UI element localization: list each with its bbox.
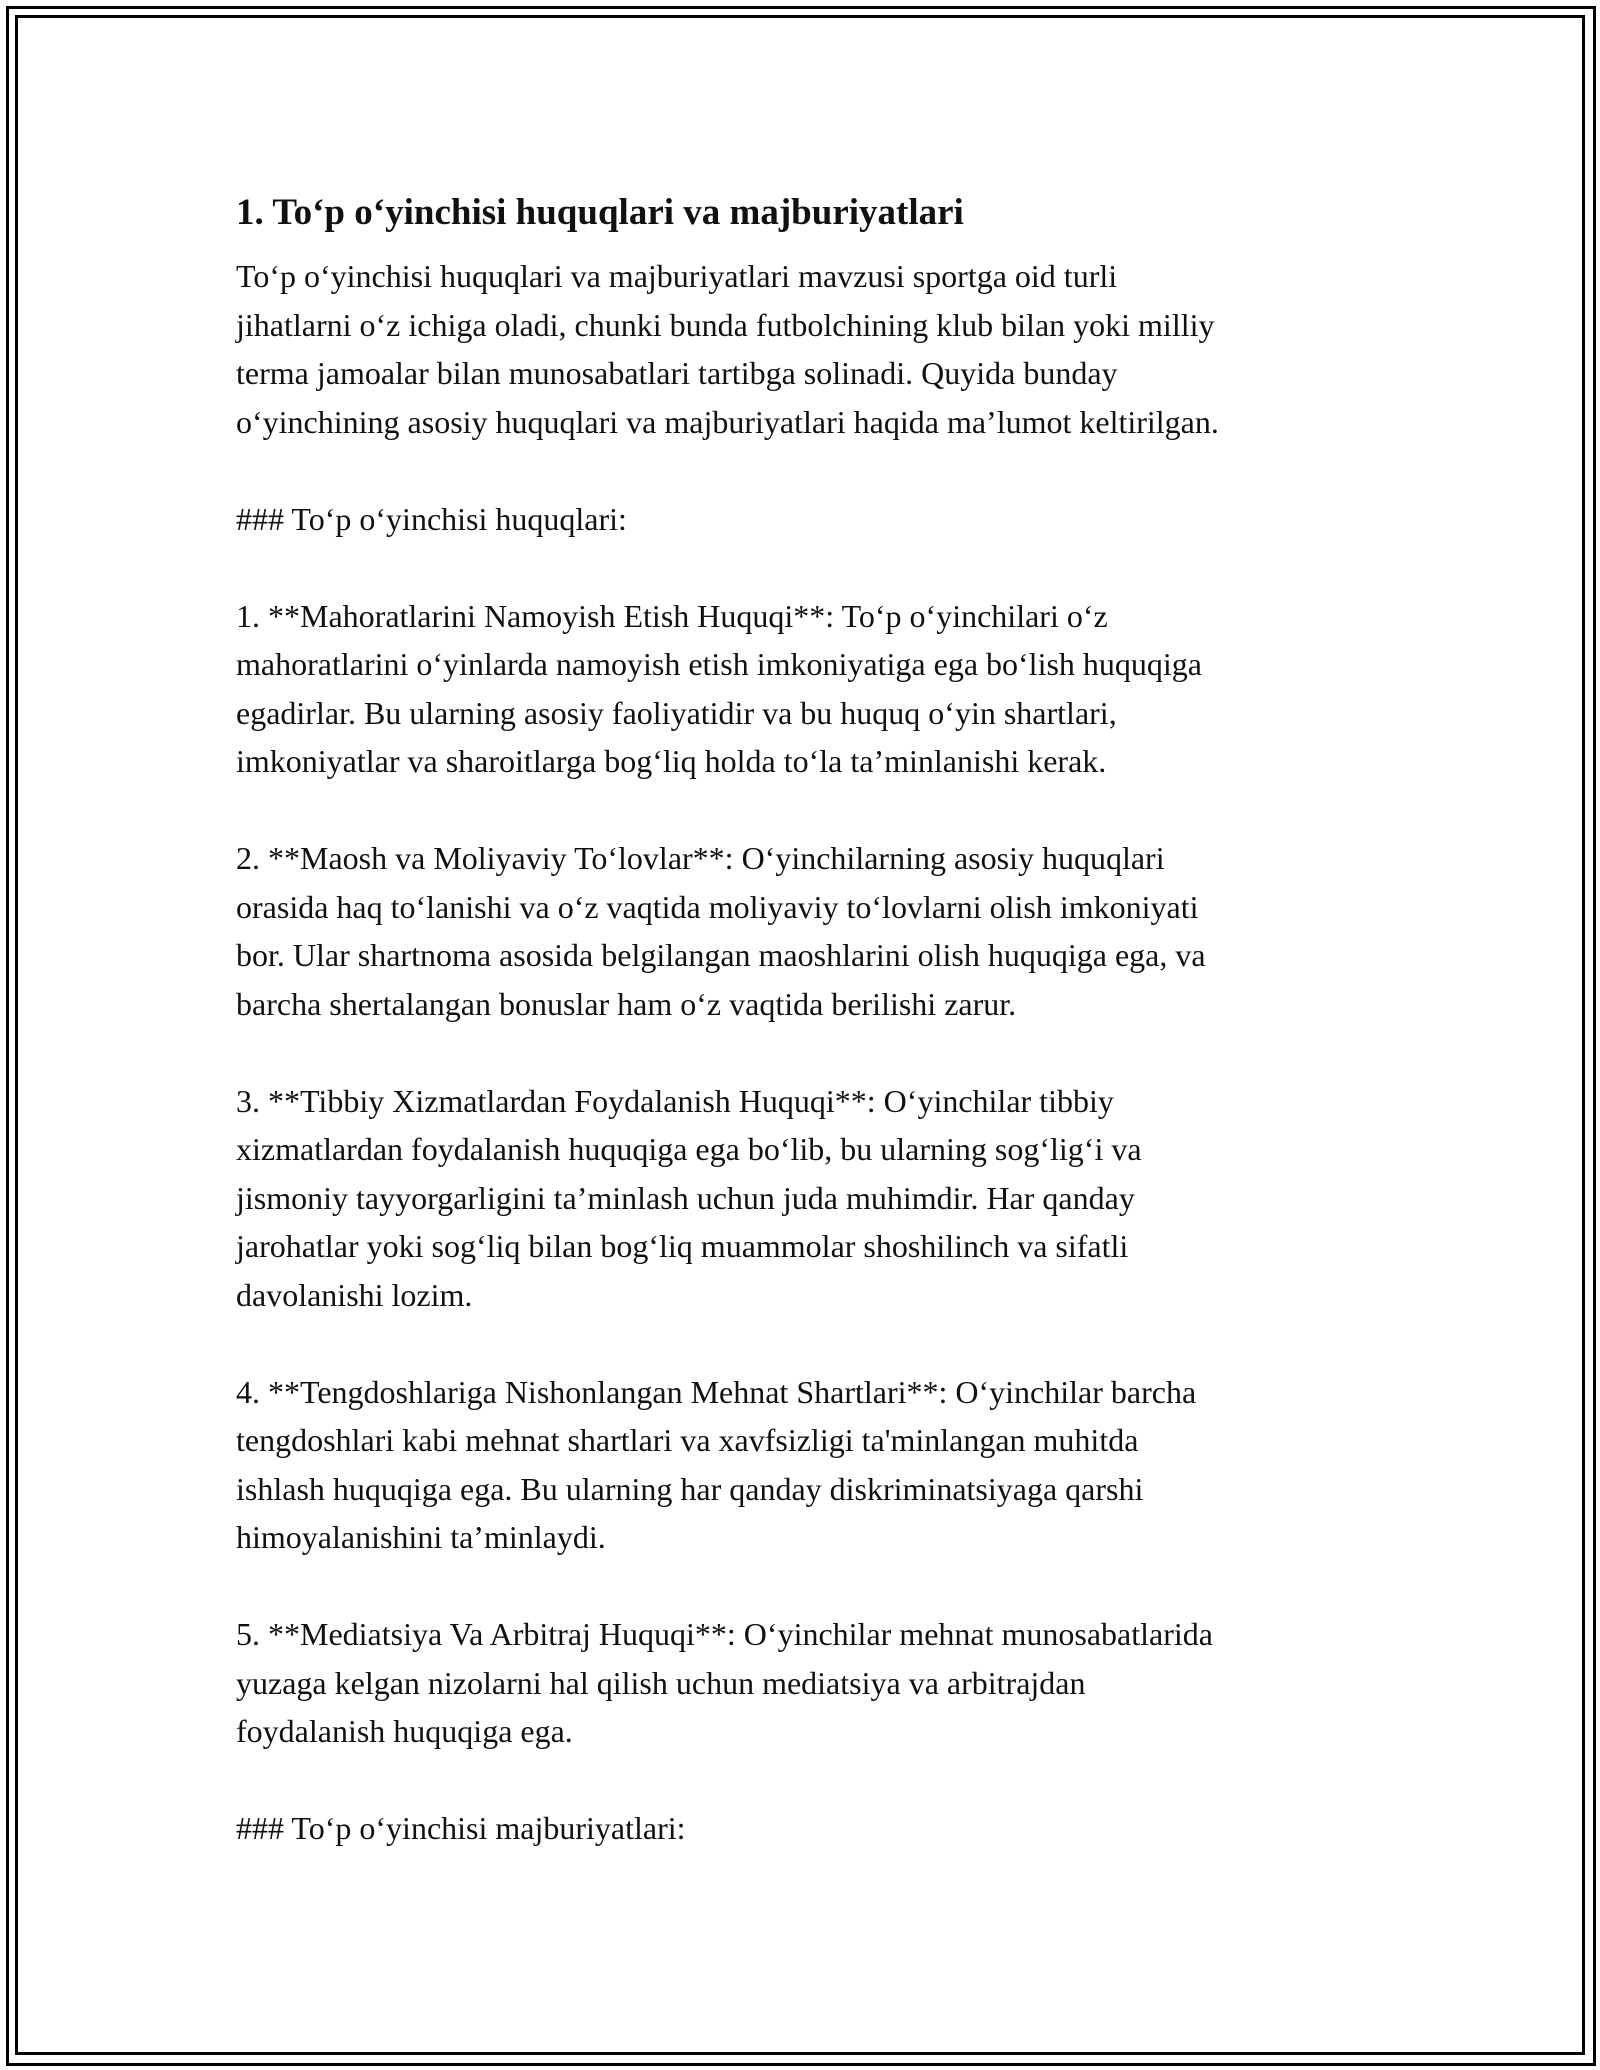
text-line: barcha shertalangan bonuslar ham o‘z vaqtida berilishi zarur. (236, 985, 1017, 1022)
text-line: terma jamoalar bilan munosabatlari tartibga solinadi. Quyida bunday (236, 355, 1118, 391)
text-line: mahoratlarini o‘yinlarda namoyish etish imkoniyatiga ega bo‘lish huquqiga (236, 646, 1202, 682)
text-line: 3. **Tibbiy Xizmatlardan Foydalanish Huquqi**: O‘yinchilar tibbiy (236, 1082, 1114, 1119)
text-line: foydalanish huquqiga ega. (236, 1713, 573, 1749)
list-item-5 (236, 1610, 1406, 1756)
list-item-4 (236, 1368, 1406, 1562)
text-line: davolanishi lozim. (236, 1276, 473, 1313)
text-line: jihatlarni o‘z ichiga oladi, chunki bunda futbolchining klub bilan yoki milliy (236, 306, 1215, 343)
text-line: orasida haq to‘lanishi va o‘z vaqtida moliyaviy to‘lovlarni olish imkoniyati (236, 888, 1199, 925)
list-item-1 (236, 592, 1406, 786)
text-line: tengdoshlari kabi mehnat shartlari va xavfsizligi ta'minlangan muhitda (236, 1422, 1139, 1458)
list-item-2 (236, 834, 1406, 1028)
rights-subheading (236, 495, 1406, 544)
text-line: 2. **Maosh va Moliyaviy To‘lovlar**: O‘yinchilarning asosiy huquqlari (236, 840, 1165, 876)
text-line: imkoniyatlar va sharoitlarga bog‘liq holda to‘la ta’minlanishi kerak. (236, 743, 1107, 779)
text-line: ### To‘p o‘yinchisi majburiyatlari: (236, 1810, 686, 1846)
text-line: jismoniy tayyorgarligini ta’minlash uchun juda muhimdir. Har qanday (236, 1179, 1135, 1216)
intro-paragraph (236, 252, 1406, 446)
text-line: To‘p o‘yinchisi huquqlari va majburiyatlari mavzusi sportga oid turli (236, 258, 1118, 294)
text-line: bor. Ular shartnoma asosida belgilangan maoshlarini olish huquqiga ega, va (236, 937, 1206, 973)
text-line: yuzaga kelgan nizolarni hal qilish uchun mediatsiya va arbitrajdan (236, 1664, 1086, 1701)
text-line: egadirlar. Bu ularning asosiy faoliyatidir va bu huquq o‘yin shartlari, (236, 694, 1117, 731)
text-line: 1. **Mahoratlarini Namoyish Etish Huquqi**: To‘p o‘yinchilari o‘z (236, 597, 1108, 634)
document-body (236, 188, 1406, 1901)
document-heading: 1. To‘p o‘yinchisi huquqlari va majburiyatlari (236, 192, 964, 233)
obligations-subheading (236, 1804, 1406, 1853)
text-line: xizmatlardan foydalanish huquqiga ega bo‘lib, bu ularning sog‘lig‘i va (236, 1131, 1142, 1167)
text-line: jarohatlar yoki sog‘liq bilan bog‘liq muammolar shoshilinch va sifatli (236, 1228, 1129, 1264)
text-line: o‘yinchining asosiy huquqlari va majburiyatlari haqida ma’lumot keltirilgan. (236, 403, 1219, 440)
list-item-3 (236, 1077, 1406, 1320)
text-line: ishlash huquqiga ega. Bu ularning har qanday diskriminatsiyaga qarshi (236, 1470, 1144, 1507)
text-line: himoyalanishini ta’minlaydi. (236, 1519, 606, 1555)
text-line: ### To‘p o‘yinchisi huquqlari: (236, 500, 627, 537)
text-line: 5. **Mediatsiya Va Arbitraj Huquqi**: O‘yinchilar mehnat munosabatlarida (236, 1616, 1213, 1652)
text-line: 4. **Tengdoshlariga Nishonlangan Mehnat Shartlari**: O‘yinchilar barcha (236, 1373, 1197, 1410)
